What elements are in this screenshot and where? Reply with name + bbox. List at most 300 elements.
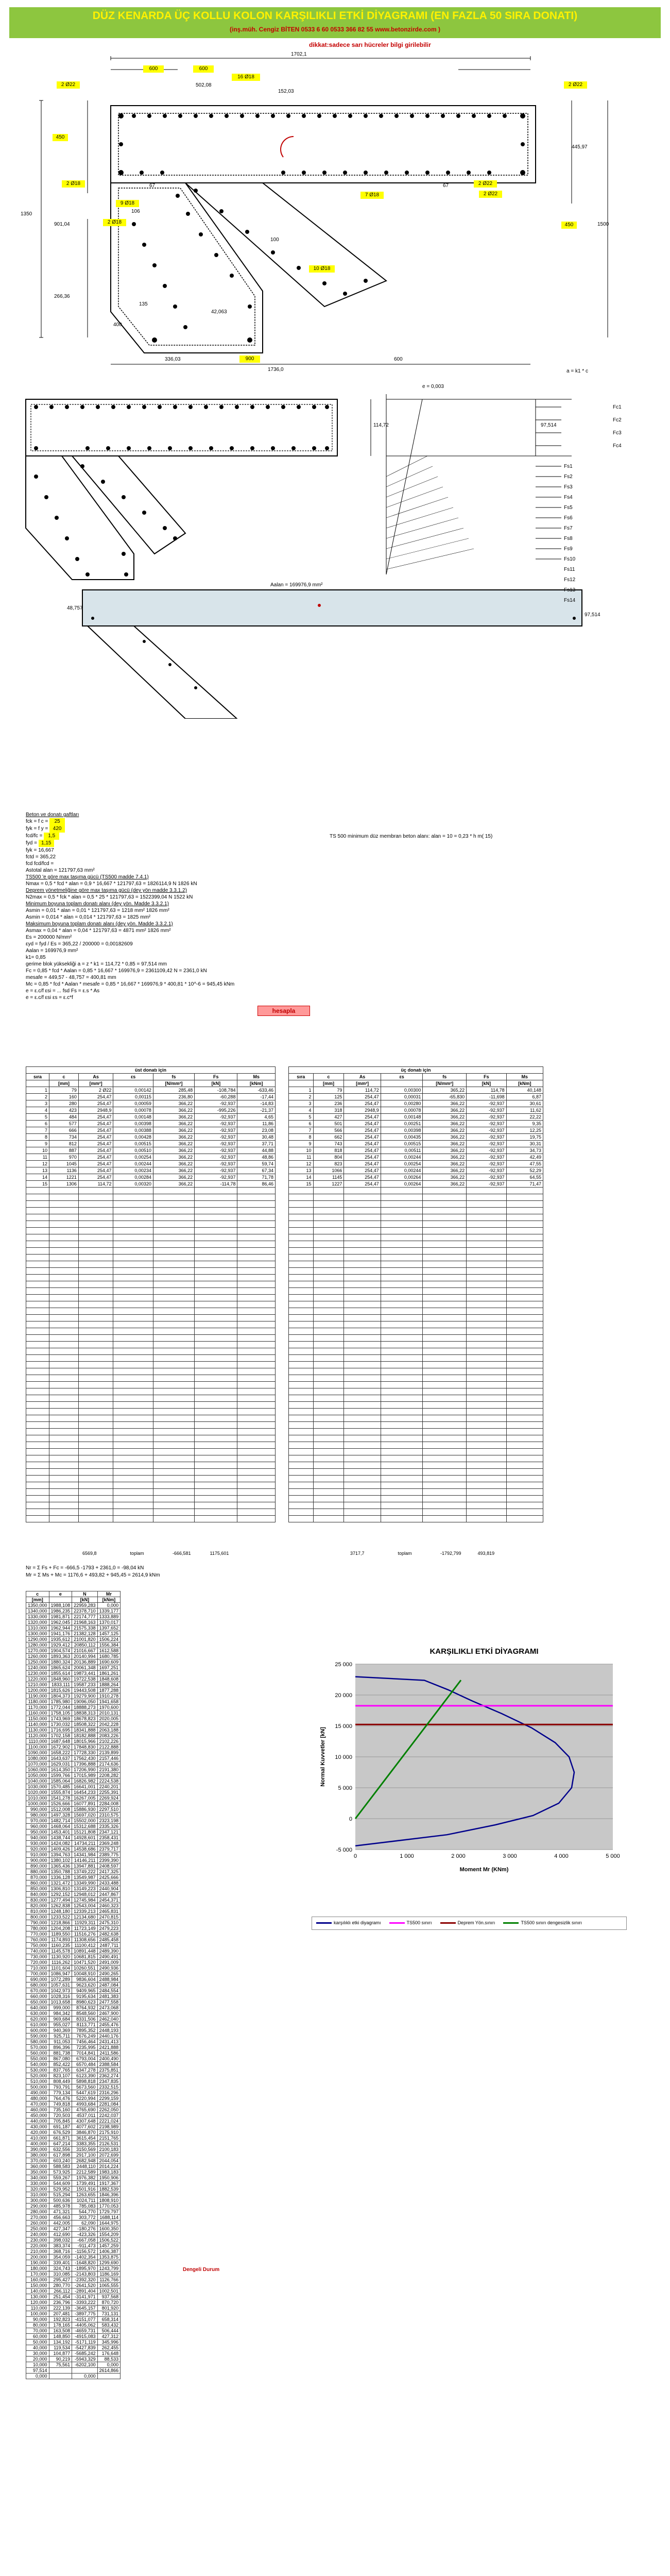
table-cell: 0,00515	[113, 1141, 153, 1147]
table-cell: 1130,000	[26, 1727, 49, 1733]
in-100: 100	[270, 237, 279, 243]
table-cell: 254,47	[78, 1174, 113, 1181]
table-cell	[237, 1449, 276, 1455]
table-cell	[113, 1208, 153, 1214]
area-text: Aalan =	[270, 582, 288, 588]
table-cell	[467, 1268, 507, 1275]
calc-line: Astotal alan = 121797,63 mm²	[26, 868, 95, 873]
table-cell: 460,000	[26, 2107, 49, 2113]
table-cell: -3393,222	[72, 2300, 98, 2306]
table-cell: 2157,446	[97, 1756, 121, 1761]
table-cell: 18182,888	[72, 1733, 98, 1739]
table-cell: 1687,648	[49, 1739, 72, 1744]
table-cell	[467, 1281, 507, 1288]
table-cell: 1321,472	[49, 1880, 72, 1886]
empty-row	[289, 1342, 543, 1348]
table-cell	[113, 1281, 153, 1288]
table-cell: 1438,744	[49, 1835, 72, 1841]
table-cell	[423, 1241, 467, 1248]
table-cell: 2948,9	[78, 1107, 113, 1114]
table-cell: 21382,128	[72, 1631, 98, 1637]
table-cell: 920,000	[26, 1846, 49, 1852]
empty-row	[26, 1496, 276, 1502]
y-tick-label: 15 000	[335, 1723, 352, 1730]
table-row	[289, 1114, 543, 1121]
title-banner	[9, 7, 661, 38]
table-cell: 10	[289, 1147, 314, 1154]
table-cell	[506, 1489, 543, 1496]
table-cell	[313, 1442, 344, 1449]
table-cell: 2	[26, 1094, 49, 1100]
table-cell: 366,22	[153, 1174, 194, 1181]
table-cell	[49, 1281, 79, 1288]
rebar-top-right[interactable]: 2 Ø22	[564, 81, 587, 89]
table-cell: -92,937	[467, 1134, 507, 1141]
table-row	[26, 2016, 121, 2022]
table-cell	[289, 1248, 314, 1255]
table-cell: 366,22	[153, 1161, 194, 1167]
empty-row	[289, 1208, 543, 1214]
table-row	[26, 2226, 121, 2232]
table-cell	[195, 1268, 237, 1275]
table-cell: 2010,131	[97, 1710, 121, 1716]
table-row	[26, 1965, 121, 1971]
table-cell	[113, 1489, 153, 1496]
table-cell	[423, 1395, 467, 1402]
table-title: üst donatı için	[26, 1067, 276, 1074]
empty-row	[289, 1201, 543, 1208]
table-cell	[467, 1335, 507, 1342]
table-cell: 10471,520	[72, 1960, 98, 1965]
table-cell	[78, 1429, 113, 1435]
empty-row	[26, 1201, 276, 1208]
table-cell: 6	[26, 1121, 49, 1127]
table-cell	[113, 1368, 153, 1375]
table-cell: 870,720	[97, 2300, 121, 2306]
table-cell	[26, 1321, 49, 1328]
table-cell	[506, 1409, 543, 1415]
table-cell	[289, 1362, 314, 1368]
table-cell: 1888,264	[97, 1682, 121, 1688]
table-cell	[195, 1295, 237, 1301]
table-cell: 2063,188	[97, 1727, 121, 1733]
table-cell	[289, 1335, 314, 1342]
rebar-top-16[interactable]: 16 Ø18	[232, 74, 260, 81]
calc-line: Minimum boyuna toplam donatı alanı (dey yön. Madde 3.3.2.1)	[26, 901, 169, 907]
table-cell	[506, 1482, 543, 1489]
table-cell	[237, 1509, 276, 1516]
dim-top-600a[interactable]: 600	[143, 65, 164, 73]
table-cell: 320,000	[26, 2187, 49, 2192]
left-total-fs: -666,581	[173, 1551, 191, 1556]
table-cell: 2389,775	[97, 1852, 121, 1858]
table-row	[26, 1960, 121, 1965]
table-cell	[344, 1281, 381, 1288]
table-row	[26, 2192, 121, 2198]
table-cell: 14146,211	[72, 1858, 98, 1863]
fyk-input[interactable]: 420	[49, 825, 65, 833]
table-cell: 837,765	[49, 2067, 72, 2073]
rebar-7[interactable]: 7 Ø18	[360, 192, 384, 199]
table-cell: 15312,688	[72, 1824, 98, 1829]
table-cell	[26, 1435, 49, 1442]
table-cell: 1614,350	[49, 1767, 72, 1773]
table-cell	[344, 1321, 381, 1328]
table-cell: 1935,612	[49, 1637, 72, 1642]
table-cell	[78, 1375, 113, 1382]
table-cell: 1453,401	[49, 1829, 72, 1835]
table-cell: 500,636	[49, 2198, 72, 2204]
table-cell	[313, 1261, 344, 1268]
table-row	[26, 1127, 276, 1134]
table-cell	[289, 1469, 314, 1476]
table-cell	[113, 1455, 153, 1462]
table-cell	[344, 1241, 381, 1248]
table-cell	[423, 1342, 467, 1348]
table-cell	[153, 1335, 194, 1342]
table-cell: 190,000	[26, 2260, 49, 2266]
table-cell	[344, 1362, 381, 1368]
table-cell: 44,88	[237, 1147, 276, 1154]
table-cell: 5220,994	[72, 2096, 98, 2102]
table-cell	[313, 1201, 344, 1208]
table-cell: 236,796	[49, 2300, 72, 2306]
table-cell	[113, 1335, 153, 1342]
table-cell	[423, 1449, 467, 1455]
table-cell	[381, 1482, 423, 1489]
right-1500: 1500	[597, 222, 609, 227]
table-cell	[344, 1415, 381, 1422]
table-cell	[26, 1255, 49, 1261]
calc-line: Maksimum boyuna toplam donatı alanı (dey yön. Madde 3.3.2.1)	[26, 921, 173, 927]
table-cell	[381, 1234, 423, 1241]
table-cell: 1877,288	[97, 1688, 121, 1693]
table-cell	[313, 1388, 344, 1395]
table-row	[26, 2158, 121, 2164]
table-cell: 456,663	[49, 2215, 72, 2221]
table-cell	[153, 1422, 194, 1429]
table-cell	[49, 1409, 79, 1415]
table-cell: 1028,316	[49, 1994, 72, 1999]
fck-input[interactable]: 25	[49, 818, 65, 825]
table-cell	[344, 1275, 381, 1281]
area-value: 169976,9	[289, 582, 311, 588]
table-cell	[423, 1355, 467, 1362]
table-row	[26, 1722, 121, 1727]
table-cell	[237, 1201, 276, 1208]
table-cell	[289, 1409, 314, 1415]
table-cell	[97, 2374, 121, 2379]
table-cell: 1000,000	[26, 1801, 49, 1807]
table-cell	[78, 1335, 113, 1342]
table-cell: 960,000	[26, 1824, 49, 1829]
table-cell	[113, 1435, 153, 1442]
table-row	[26, 1778, 121, 1784]
table-cell: 19279,900	[72, 1693, 98, 1699]
table-cell	[78, 1261, 113, 1268]
table-cell	[195, 1395, 237, 1402]
table-cell: 170,000	[26, 2272, 49, 2277]
y-tick-label: -5 000	[336, 1847, 352, 1853]
fs3: Fs3	[564, 484, 573, 490]
table-cell: 680,000	[26, 1982, 49, 1988]
table-cell	[506, 1221, 543, 1228]
table-row	[26, 2283, 121, 2289]
fcd-value: 16,667	[38, 848, 54, 853]
table-cell	[237, 1228, 276, 1234]
table-cell	[78, 1362, 113, 1368]
table-cell: 1941,176	[49, 1631, 72, 1637]
gc-input[interactable]: 1,5	[44, 833, 59, 840]
table-cell: 820,000	[26, 1903, 49, 1909]
table-cell	[344, 1422, 381, 1429]
table-cell: 11308,656	[72, 1937, 98, 1943]
table-cell	[381, 1415, 423, 1422]
table-row	[26, 2056, 121, 2062]
table-cell: -92,937	[467, 1127, 507, 1134]
table-cell	[506, 1348, 543, 1355]
table-cell	[381, 1308, 423, 1315]
left-450[interactable]: 450	[53, 134, 68, 141]
hesapla-button[interactable]: hesapla	[257, 1006, 310, 1016]
rebar-10[interactable]: 10 Ø18	[309, 265, 335, 273]
table-cell	[153, 1308, 194, 1315]
rebar-2a[interactable]: 2 Ø18	[62, 180, 85, 188]
table-row	[26, 2039, 121, 2045]
table-cell	[381, 1455, 423, 1462]
chart-area	[309, 1643, 628, 1896]
table-cell	[423, 1415, 467, 1422]
column-header: sıra	[289, 1074, 314, 1080]
table-cell	[289, 1429, 314, 1435]
table-cell: 220,000	[26, 2243, 49, 2249]
table-row	[26, 2084, 121, 2090]
table-row	[26, 2096, 121, 2102]
empty-row	[26, 1261, 276, 1268]
table-cell: -92,937	[467, 1114, 507, 1121]
c-value: 114,72	[373, 422, 389, 428]
table-cell: 1340,000	[26, 1608, 49, 1614]
table-cell	[423, 1362, 467, 1368]
table-cell	[153, 1462, 194, 1469]
table-cell: 13	[289, 1167, 314, 1174]
table-cell	[195, 1449, 237, 1455]
table-cell: 6123,390	[72, 2073, 98, 2079]
table-cell	[26, 1308, 49, 1315]
table-cell: 20061,348	[72, 1665, 98, 1671]
table-cell: 1585,064	[49, 1778, 72, 1784]
empty-row	[26, 1455, 276, 1462]
calc-line: fyk = f y = 420	[26, 825, 234, 833]
table-cell: 0,000	[97, 1603, 121, 1608]
calc-line: Es = 200000 N/mm²	[26, 935, 72, 940]
table-cell	[381, 1214, 423, 1221]
table-cell	[344, 1489, 381, 1496]
table-cell	[506, 1275, 543, 1281]
empty-row	[289, 1509, 543, 1516]
table-cell	[344, 1469, 381, 1476]
gs-input[interactable]: 1,15	[39, 840, 54, 847]
table-cell	[195, 1321, 237, 1328]
table-cell	[49, 1395, 79, 1402]
table-cell	[506, 1368, 543, 1375]
table-cell: 1101,604	[49, 1965, 72, 1971]
table-cell	[289, 1188, 314, 1194]
table-cell: 2262,050	[97, 2107, 121, 2113]
table-cell: 0,00244	[381, 1167, 423, 1174]
table-cell: 577	[49, 1121, 79, 1127]
table-cell	[289, 1415, 314, 1422]
table-cell: 114,78	[467, 1087, 507, 1094]
table-cell: 600,000	[26, 2028, 49, 2033]
table-cell	[26, 1496, 49, 1502]
calc-line: Mc = 0,85 * fcd * Aalan * mesafe = 0,85 * 16,667 * 169976,9 * 400,81 * 10^-6 = 945,45 kNm	[26, 981, 235, 987]
table-cell	[113, 1449, 153, 1455]
table-cell	[344, 1455, 381, 1462]
table-cell	[237, 1208, 276, 1214]
table-cell	[289, 1201, 314, 1208]
table-cell: 804	[313, 1154, 344, 1161]
rebar-2d[interactable]: 2 Ø22	[479, 191, 502, 198]
table-cell: 21001,820	[72, 1637, 98, 1642]
table-cell	[195, 1348, 237, 1355]
table-cell: 2281,084	[97, 2102, 121, 2107]
table-cell	[113, 1301, 153, 1308]
table-cell	[26, 1422, 49, 1429]
table-cell	[153, 1415, 194, 1422]
table-cell	[153, 1321, 194, 1328]
table-cell	[153, 1382, 194, 1388]
table-cell: 1277,494	[49, 1897, 72, 1903]
empty-row	[289, 1348, 543, 1355]
table-cell	[313, 1295, 344, 1301]
column-unit: [kNm]	[97, 1597, 121, 1603]
rebar-2c[interactable]: 2 Ø22	[474, 180, 497, 188]
table-cell: 366,22	[153, 1107, 194, 1114]
table-cell	[195, 1402, 237, 1409]
rebar-2b[interactable]: 2 Ø18	[103, 219, 126, 226]
table-cell	[289, 1275, 314, 1281]
table-cell	[153, 1469, 194, 1476]
table-cell	[78, 1288, 113, 1295]
table-cell: 1643,637	[49, 1756, 72, 1761]
table-cell: 1350,788	[49, 1869, 72, 1875]
table-cell	[113, 1288, 153, 1295]
table-row	[289, 1181, 543, 1188]
table-cell: 254,47	[344, 1094, 381, 1100]
table-cell	[237, 1328, 276, 1335]
dim-top-600b[interactable]: 600	[193, 65, 214, 73]
table-row	[289, 1087, 543, 1094]
empty-row	[26, 1422, 276, 1429]
table-cell	[467, 1255, 507, 1261]
table-cell	[195, 1435, 237, 1442]
table-cell: 1380,102	[49, 1858, 72, 1863]
table-cell	[26, 1382, 49, 1388]
table-row	[26, 2340, 121, 2345]
table-cell	[506, 1342, 543, 1348]
table-cell	[237, 1469, 276, 1476]
table-row	[26, 1141, 276, 1147]
table-row	[26, 1807, 121, 1812]
right-445: 445,97	[572, 144, 588, 150]
table-row	[26, 2073, 121, 2079]
table-row	[26, 2175, 121, 2181]
table-cell	[49, 1489, 79, 1496]
table-cell: 0,00284	[113, 1174, 153, 1181]
table-cell: 254,47	[78, 1094, 113, 1100]
table-cell: 2347,835	[97, 2079, 121, 2084]
table-cell: 48,86	[237, 1154, 276, 1161]
table-cell: 2682,948	[72, 2158, 98, 2164]
bot-900[interactable]: 900	[239, 355, 260, 363]
table-cell	[49, 1435, 79, 1442]
table-cell: 2358,431	[97, 1835, 121, 1841]
table-cell	[26, 1241, 49, 1248]
table-cell: -92,937	[195, 1100, 237, 1107]
table-cell: 207,481	[49, 2311, 72, 2317]
rebar-top-left[interactable]: 2 Ø22	[57, 81, 80, 89]
table-cell: 79	[313, 1087, 344, 1094]
table-cell	[49, 1502, 79, 1509]
table-row	[26, 1971, 121, 1977]
table-cell	[344, 1301, 381, 1308]
table-cell: 2400,490	[97, 2056, 121, 2062]
right-450[interactable]: 450	[561, 222, 577, 229]
a-label: a = k1 * c	[566, 368, 588, 374]
table-cell	[195, 1355, 237, 1362]
table-cell	[289, 1435, 314, 1442]
empty-row	[289, 1368, 543, 1375]
left-901: 901,04	[54, 222, 70, 227]
table-cell	[506, 1502, 543, 1509]
table-cell: -667,058	[72, 2238, 98, 2243]
table-cell: 0,00148	[381, 1114, 423, 1121]
table-row	[26, 2232, 121, 2238]
table-cell: 254,47	[344, 1154, 381, 1161]
table-row	[26, 1863, 121, 1869]
left-total-label: toplam	[130, 1551, 144, 1556]
table-cell: 23,08	[237, 1127, 276, 1134]
table-cell	[237, 1214, 276, 1221]
table-cell	[113, 1241, 153, 1248]
table-cell	[237, 1516, 276, 1522]
table-cell	[506, 1295, 543, 1301]
table-cell: 254,47	[78, 1134, 113, 1141]
table-cell: 254,47	[78, 1167, 113, 1174]
table-cell	[26, 1489, 49, 1496]
table-cell: 119,534	[49, 2345, 72, 2351]
rebar-9[interactable]: 9 Ø18	[116, 200, 139, 207]
table-cell: 2269,924	[97, 1795, 121, 1801]
table-cell	[78, 1442, 113, 1449]
table-cell: 97,514	[26, 2368, 49, 2374]
table-cell	[78, 1462, 113, 1469]
table-cell: 1672,902	[49, 1744, 72, 1750]
table-cell	[289, 1288, 314, 1295]
table-cell: 930,000	[26, 1841, 49, 1846]
table-cell	[313, 1476, 344, 1482]
table-cell: 160	[49, 1094, 79, 1100]
table-row	[26, 1954, 121, 1960]
table-cell	[113, 1509, 153, 1516]
table-cell	[237, 1422, 276, 1429]
table-cell	[467, 1382, 507, 1388]
calc-line: k1= 0,85	[26, 955, 46, 960]
table-cell: 11723,149	[72, 1926, 98, 1931]
table-cell: 303,772	[72, 2215, 98, 2221]
table-row	[289, 1121, 543, 1127]
